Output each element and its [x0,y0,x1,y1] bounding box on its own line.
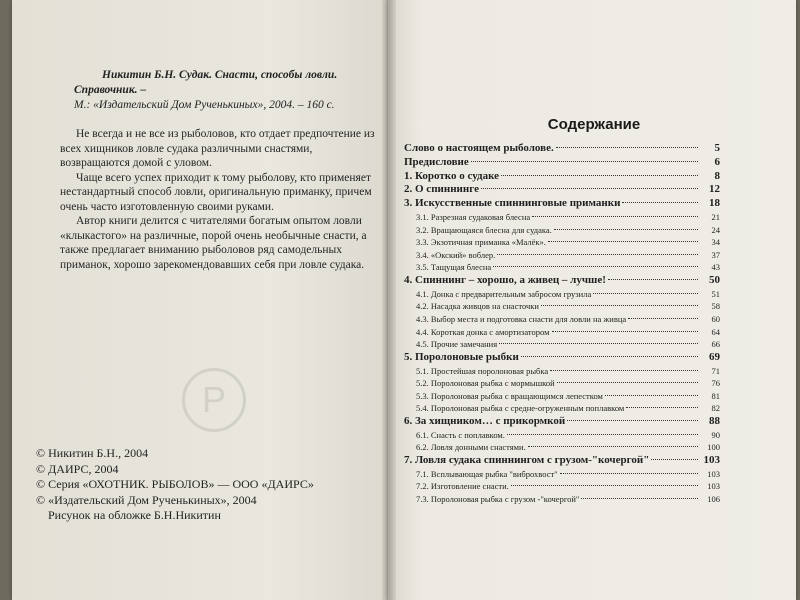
toc-chapter-entry [404,197,720,211]
toc-section-entry [404,249,720,262]
toc-entry-title: 3.3. Экзотичная приманка «Малёк». [416,237,546,248]
toc-entry-title: 4.3. Выбор места и подготовка снасти для ловли на живца [416,313,627,324]
toc-section-entry [404,429,720,442]
toc-leader-dots [471,161,698,162]
toc-entry-title: 6. За хищником… с прикормкой [404,414,566,427]
toc-entry-title: 6.1. Снасть с поплавком. [416,429,505,440]
toc-page-number: 81 [711,390,720,401]
toc-section-entry [404,236,720,249]
toc-leader-dots [628,318,698,319]
toc-entry-title: 7.1. Всплывающая рыбка "виброхвост" [416,468,558,479]
toc-section-entry [404,441,720,454]
toc-leader-dots [550,370,698,371]
toc-page-number: 21 [711,211,720,222]
toc-section-entry [404,300,720,313]
toc-entry-title: 4.1. Донка с предварительным забросом грузила [416,288,592,299]
toc-chapter-entry [404,454,720,468]
toc-entry-title: 3. Искусственные спиннинговые приманки [404,197,621,210]
toc-page-number: 71 [711,365,720,376]
toc-section-entry [404,288,720,301]
toc-page-number: 24 [711,224,720,235]
toc-section-entry [404,402,720,415]
copyright-line: © Серия «ОХОТНИК. РЫБОЛОВ» — ООО «ДАИРС» [36,477,314,491]
toc-leader-dots [581,498,698,499]
toc-chapter-entry [404,415,720,429]
toc-entry-title: Предисловие [404,155,469,168]
toc-leader-dots [626,407,698,408]
toc-page-number: 106 [707,493,720,504]
toc-entry-title: 5.4. Поролоновая рыбка с средне-огруженным поплавком [416,403,625,414]
toc-entry-title: 7.3. Поролоновая рыбка с грузом -"кочергой" [416,493,580,504]
toc-page-number: 18 [709,197,720,210]
toc-leader-dots [605,395,698,396]
toc-leader-dots [622,202,698,203]
toc-entry-title: 4. Спиннинг – хорошо, а живец – лучше! [404,273,606,286]
toc-page-number: 43 [711,262,720,273]
toc-page-number: 76 [711,378,720,389]
toc-section-entry [404,493,720,506]
toc-page-number: 82 [711,403,720,414]
toc-page-number: 103 [703,453,720,466]
toc-entry-title: 5.2. Поролоновая рыбка с мормышкой [416,378,555,389]
cover-art-credit: Рисунок на обложке Б.Н.Никитин [48,508,221,522]
toc-section-entry [404,261,720,274]
toc-page-number: 37 [711,249,720,260]
toc-leader-dots [608,279,698,280]
table-of-contents [404,142,720,505]
toc-section-entry [404,326,720,339]
toc-entry-title: 2. О спиннинге [404,183,479,196]
toc-leader-dots [560,473,698,474]
toc-page-number: 34 [711,237,720,248]
toc-leader-dots [507,434,698,435]
toc-leader-dots [497,254,698,255]
bibliographic-publisher: М.: «Издательский Дом Рученькиных», 2004. – 160 с. [74,99,335,111]
bibliographic-record [74,68,374,113]
toc-section-entry [404,480,720,493]
toc-page-number: 60 [711,313,720,324]
toc-leader-dots [651,459,698,460]
toc-entry-title: Слово о настоящем рыболове. [404,142,554,154]
toc-chapter-entry [404,170,720,184]
toc-page-number: 8 [714,169,720,182]
toc-leader-dots [557,382,698,383]
toc-section-entry [404,211,720,224]
toc-page-number: 6 [714,155,720,168]
toc-entry-title: 7.2. Изготовление снасти. [416,481,509,492]
toc-leader-dots [499,343,698,344]
toc-page-number: 12 [709,183,720,196]
annotation-paragraph: Чаще всего успех приходит к тому рыболову, кто применяет нестандартный способ ловли, оригинальную приманку, причем очень часто изготовленную своими руками. [60,171,372,213]
toc-page-number: 58 [711,301,720,312]
toc-section-entry [404,390,720,403]
annotation [60,127,378,272]
toc-entry-title: 5.3. Поролоновая рыбка с вращающимся лепестком [416,390,603,401]
annotation-paragraph: Не всегда и не все из рыболовов, кто отдает предпочтение из всех хищников ловле судака различными снастями, возвращаются домой с уловом. [60,128,375,169]
toc-entry-title: 4.5. Прочие замечания [416,339,498,350]
toc-entry-title: 5. Поролоновые рыбки [404,350,519,363]
toc-page-number: 66 [711,339,720,350]
toc-page-number: 90 [711,429,720,440]
toc-leader-dots [593,293,698,294]
toc-section-entry [404,313,720,326]
toc-page-number: 100 [707,442,720,453]
toc-entry-title: 5.1. Простейшая поролоновая рыбка [416,365,549,376]
toc-leader-dots [511,485,698,486]
toc-leader-dots [532,216,698,217]
toc-entry-title: 1. Коротко о судаке [404,169,500,182]
annotation-paragraph: Автор книги делится с читателями богатым опытом ловли «клыкастого» на различные, порой очень необычные снасти, а также предлагает вниманию рыболовов ряд самодельных приманок, хорошо зарекомендовавших себя при ловле судака. [60,215,367,271]
toc-chapter-entry [404,142,720,156]
toc-chapter-entry [404,351,720,365]
toc-section-entry [404,377,720,390]
toc-entry-title: 3.5. Тащущая блесна [416,262,492,273]
copyright-block [36,446,376,524]
toc-leader-dots [528,446,698,447]
toc-leader-dots [493,266,698,267]
bibliographic-title: Никитин Б.Н. Судак. Снасти, способы ловли. Справочник. – [74,69,338,96]
toc-section-entry [404,468,720,481]
toc-leader-dots [567,420,698,421]
toc-leader-dots [541,305,698,306]
toc-entry-title: 4.4. Короткая донка с амортизатором [416,326,550,337]
toc-section-entry [404,365,720,378]
toc-leader-dots [548,241,698,242]
toc-leader-dots [554,229,698,230]
toc-page-number: 5 [714,142,720,154]
toc-page-number: 64 [711,326,720,337]
copyright-line: © ДАИРС, 2004 [36,461,119,476]
toc-page-number: 88 [709,414,720,427]
toc-page-number: 69 [709,350,720,363]
toc-page-number: 103 [707,468,720,479]
toc-chapter-entry [404,274,720,288]
left-page [12,0,388,600]
toc-leader-dots [501,175,698,176]
toc-entry-title: 3.4. «Окский» воблер. [416,249,496,260]
book-spine-gutter [382,0,396,600]
toc-leader-dots [481,188,698,189]
toc-entry-title: 3.1. Разрезная судаковая блесна [416,211,531,222]
publisher-logo-watermark: Р [182,368,246,432]
toc-leader-dots [552,331,699,332]
toc-entry-title: 3.2. Вращающаяся блесна для судака. [416,224,552,235]
copyright-line: © «Издательский Дом Рученькиных», 2004 [36,492,257,507]
toc-leader-dots [556,147,698,148]
toc-entry-title: 4.2. Насадка живцов на снасточки [416,301,539,312]
toc-section-entry [404,338,720,351]
toc-page-number: 51 [711,288,720,299]
toc-title: Содержание [547,116,641,133]
toc-entry-title: 7. Ловля судака спиннингом с грузом-"кочергой" [404,453,650,466]
toc-chapter-entry [404,183,720,197]
toc-page-number: 103 [707,481,720,492]
toc-section-entry [404,224,720,237]
toc-chapter-entry [404,156,720,170]
toc-page-number: 50 [709,273,720,286]
toc-leader-dots [521,356,698,357]
copyright-line: © Никитин Б.Н., 2004 [36,446,149,460]
toc-entry-title: 6.2. Ловля донными снастями. [416,442,526,453]
